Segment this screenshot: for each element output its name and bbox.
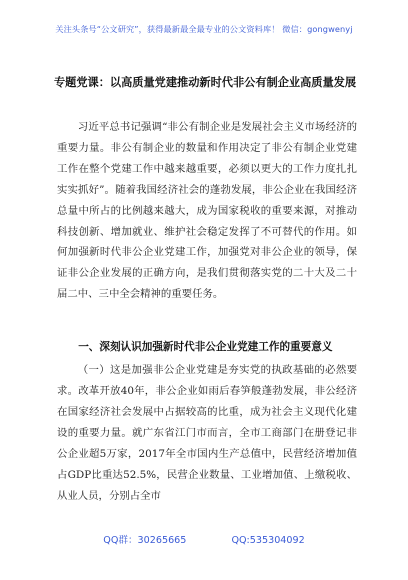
section-paragraph: （一）这是加强非公企业党建是夯实党的执政基础的必然要求。改革开放40年，非公企业如雨后春笋般蓬勃发展，非公经济在国家经济社会发展中占据较高的比重，成为社会主义现代化建设的重要力量。就广东省江门市而言，全市工商部门在册登记非公企业超5万家，2017年全市国内生产总值中，民营经济增加值占GDP比重达52.5%，民营企业数量、工业增加值、上缴税收、从业人员，分别占全市 bbox=[57, 364, 357, 502]
header-promo-note: 关注头条号“公文研究”，获得最新最全最专业的公文资料库！ 微信：gongwenyj bbox=[55, 24, 353, 34]
section-heading: 一、深刻认识加强新时代非公企业党建工作的重要意义 bbox=[78, 341, 333, 353]
intro-section bbox=[57, 117, 357, 305]
footer-contact bbox=[0, 532, 408, 546]
footer-qq: QQ:535304092 bbox=[231, 535, 305, 546]
section-body bbox=[57, 360, 357, 507]
document-title: 专题党课：以高质量党建推动新时代非公有制企业高质量发展 bbox=[53, 75, 357, 89]
intro-paragraph: 习近平总书记强调“非公有制企业是发展社会主义市场经济的重要力量。非公有制企业的数量和作用决定了非公有制企业党建工作在整个党建工作中越来越重要，必须以更大的工作力度扎扎实实抓好”。随着我国经济社会的蓬勃发展，非公企业在我国经济总量中所占的比例越来越大，成为国家税收的重要来源，对推动科技创新、增加就业、维护社会稳定发挥了不可替代的作用。如何加强新时代非公企业党建工作，加强党对非公企业的领导，保证非公企业发展的正确方向，是我们贯彻落实党的二十大及二十届二中、三中全会精神的重要任务。 bbox=[57, 121, 357, 301]
footer-qq-group: QQ群：30265665 bbox=[103, 535, 187, 546]
